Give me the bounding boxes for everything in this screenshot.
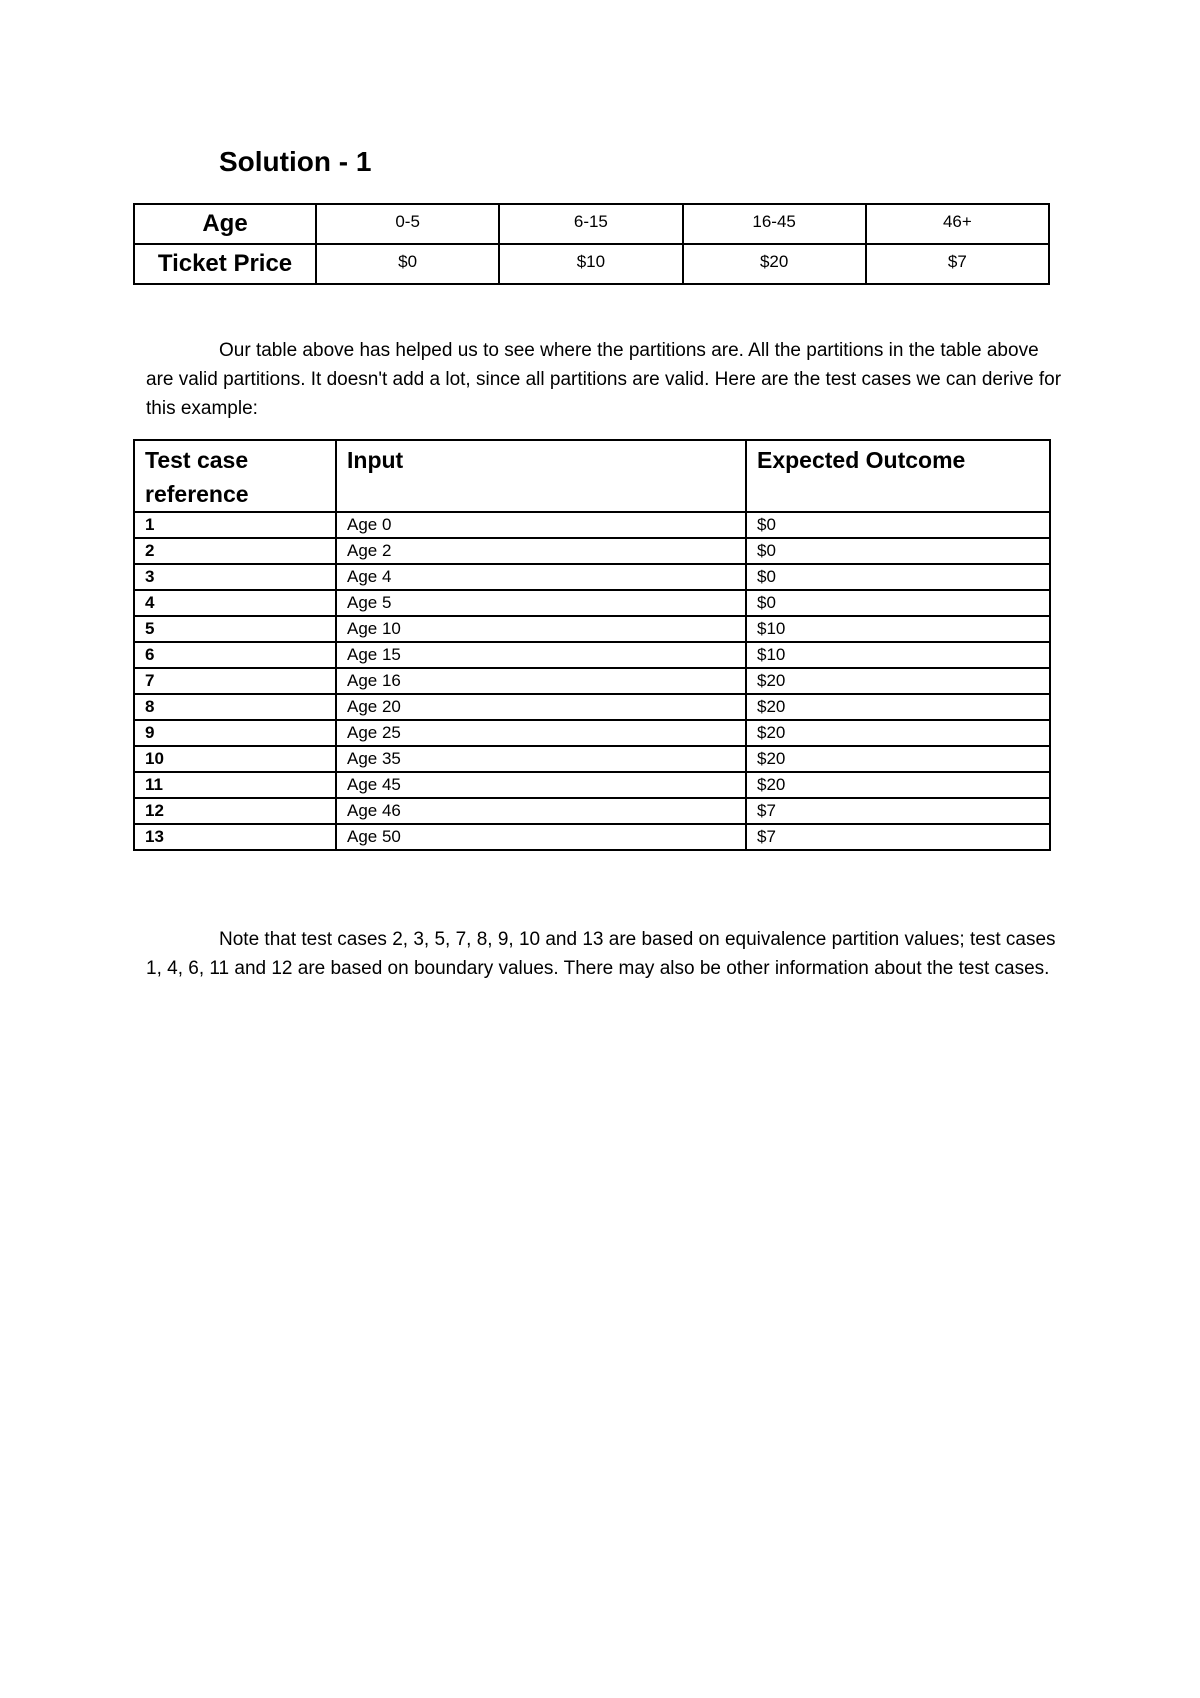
test-case-reference: 6 [134, 642, 336, 668]
table-row [134, 772, 1050, 798]
table-row [134, 564, 1050, 590]
age-range-cell: 46+ [866, 204, 1049, 244]
table-row [134, 512, 1050, 538]
test-case-input: Age 15 [336, 642, 746, 668]
age-range-cell: 0-5 [316, 204, 499, 244]
price-row [134, 244, 1049, 284]
test-case-outcome: $7 [746, 798, 1050, 824]
test-cases-table [133, 439, 1051, 851]
test-case-outcome: $20 [746, 772, 1050, 798]
column-header-outcome: Expected Outcome [746, 440, 1050, 512]
ticket-price-table [133, 203, 1050, 285]
price-cell: $0 [316, 244, 499, 284]
age-row-header: Age [134, 204, 316, 244]
table-row [134, 590, 1050, 616]
test-case-input: Age 50 [336, 824, 746, 850]
test-case-input: Age 5 [336, 590, 746, 616]
test-case-outcome: $0 [746, 590, 1050, 616]
test-case-input: Age 10 [336, 616, 746, 642]
test-case-input: Age 46 [336, 798, 746, 824]
test-case-input: Age 16 [336, 668, 746, 694]
note-paragraph [146, 925, 1066, 983]
intro-paragraph-text: Our table above has helped us to see where the partitions are. All the partitions in the table above are valid partitions. It doesn't add a lot, since all partitions are valid. Here are the test cases we can derive for this example: [146, 340, 1062, 419]
test-case-reference: 12 [134, 798, 336, 824]
test-cases-body [134, 512, 1050, 850]
test-case-reference: 8 [134, 694, 336, 720]
test-case-reference: 10 [134, 746, 336, 772]
age-range-cell: 16-45 [683, 204, 866, 244]
table-row [134, 642, 1050, 668]
test-case-outcome: $20 [746, 668, 1050, 694]
table-row [134, 616, 1050, 642]
price-cell: $7 [866, 244, 1049, 284]
table-row [134, 824, 1050, 850]
test-case-outcome: $10 [746, 642, 1050, 668]
test-case-input: Age 25 [336, 720, 746, 746]
test-case-reference: 5 [134, 616, 336, 642]
test-case-reference: 13 [134, 824, 336, 850]
intro-paragraph [146, 336, 1066, 423]
test-case-input: Age 45 [336, 772, 746, 798]
test-cases-header-row [134, 440, 1050, 512]
test-case-input: Age 35 [336, 746, 746, 772]
table-row [134, 668, 1050, 694]
test-case-reference: 3 [134, 564, 336, 590]
test-case-outcome: $20 [746, 720, 1050, 746]
test-case-outcome: $20 [746, 694, 1050, 720]
test-case-outcome: $0 [746, 564, 1050, 590]
table-row [134, 798, 1050, 824]
price-cell: $10 [499, 244, 682, 284]
column-header-reference: Test case reference [134, 440, 336, 512]
test-case-reference: 1 [134, 512, 336, 538]
test-case-reference: 11 [134, 772, 336, 798]
test-case-outcome: $20 [746, 746, 1050, 772]
table-row [134, 538, 1050, 564]
price-row-header: Ticket Price [134, 244, 316, 284]
test-case-reference: 7 [134, 668, 336, 694]
test-case-input: Age 0 [336, 512, 746, 538]
page-title: Solution - 1 [219, 146, 372, 177]
price-cell: $20 [683, 244, 866, 284]
test-case-outcome: $0 [746, 512, 1050, 538]
test-case-outcome: $7 [746, 824, 1050, 850]
age-row [134, 204, 1049, 244]
age-range-cell: 6-15 [499, 204, 682, 244]
note-paragraph-text: Note that test cases 2, 3, 5, 7, 8, 9, 10 and 13 are based on equivalence partition values; test cases 1, 4, 6, 11 and 12 are based on boundary values. There may also be other information about the test cases. [146, 929, 1056, 979]
table-row [134, 720, 1050, 746]
table-row [134, 694, 1050, 720]
test-case-input: Age 2 [336, 538, 746, 564]
test-case-input: Age 4 [336, 564, 746, 590]
column-header-input: Input [336, 440, 746, 512]
test-case-reference: 9 [134, 720, 336, 746]
test-case-input: Age 20 [336, 694, 746, 720]
test-case-reference: 2 [134, 538, 336, 564]
test-case-reference: 4 [134, 590, 336, 616]
test-case-outcome: $0 [746, 538, 1050, 564]
table-row [134, 746, 1050, 772]
test-case-outcome: $10 [746, 616, 1050, 642]
